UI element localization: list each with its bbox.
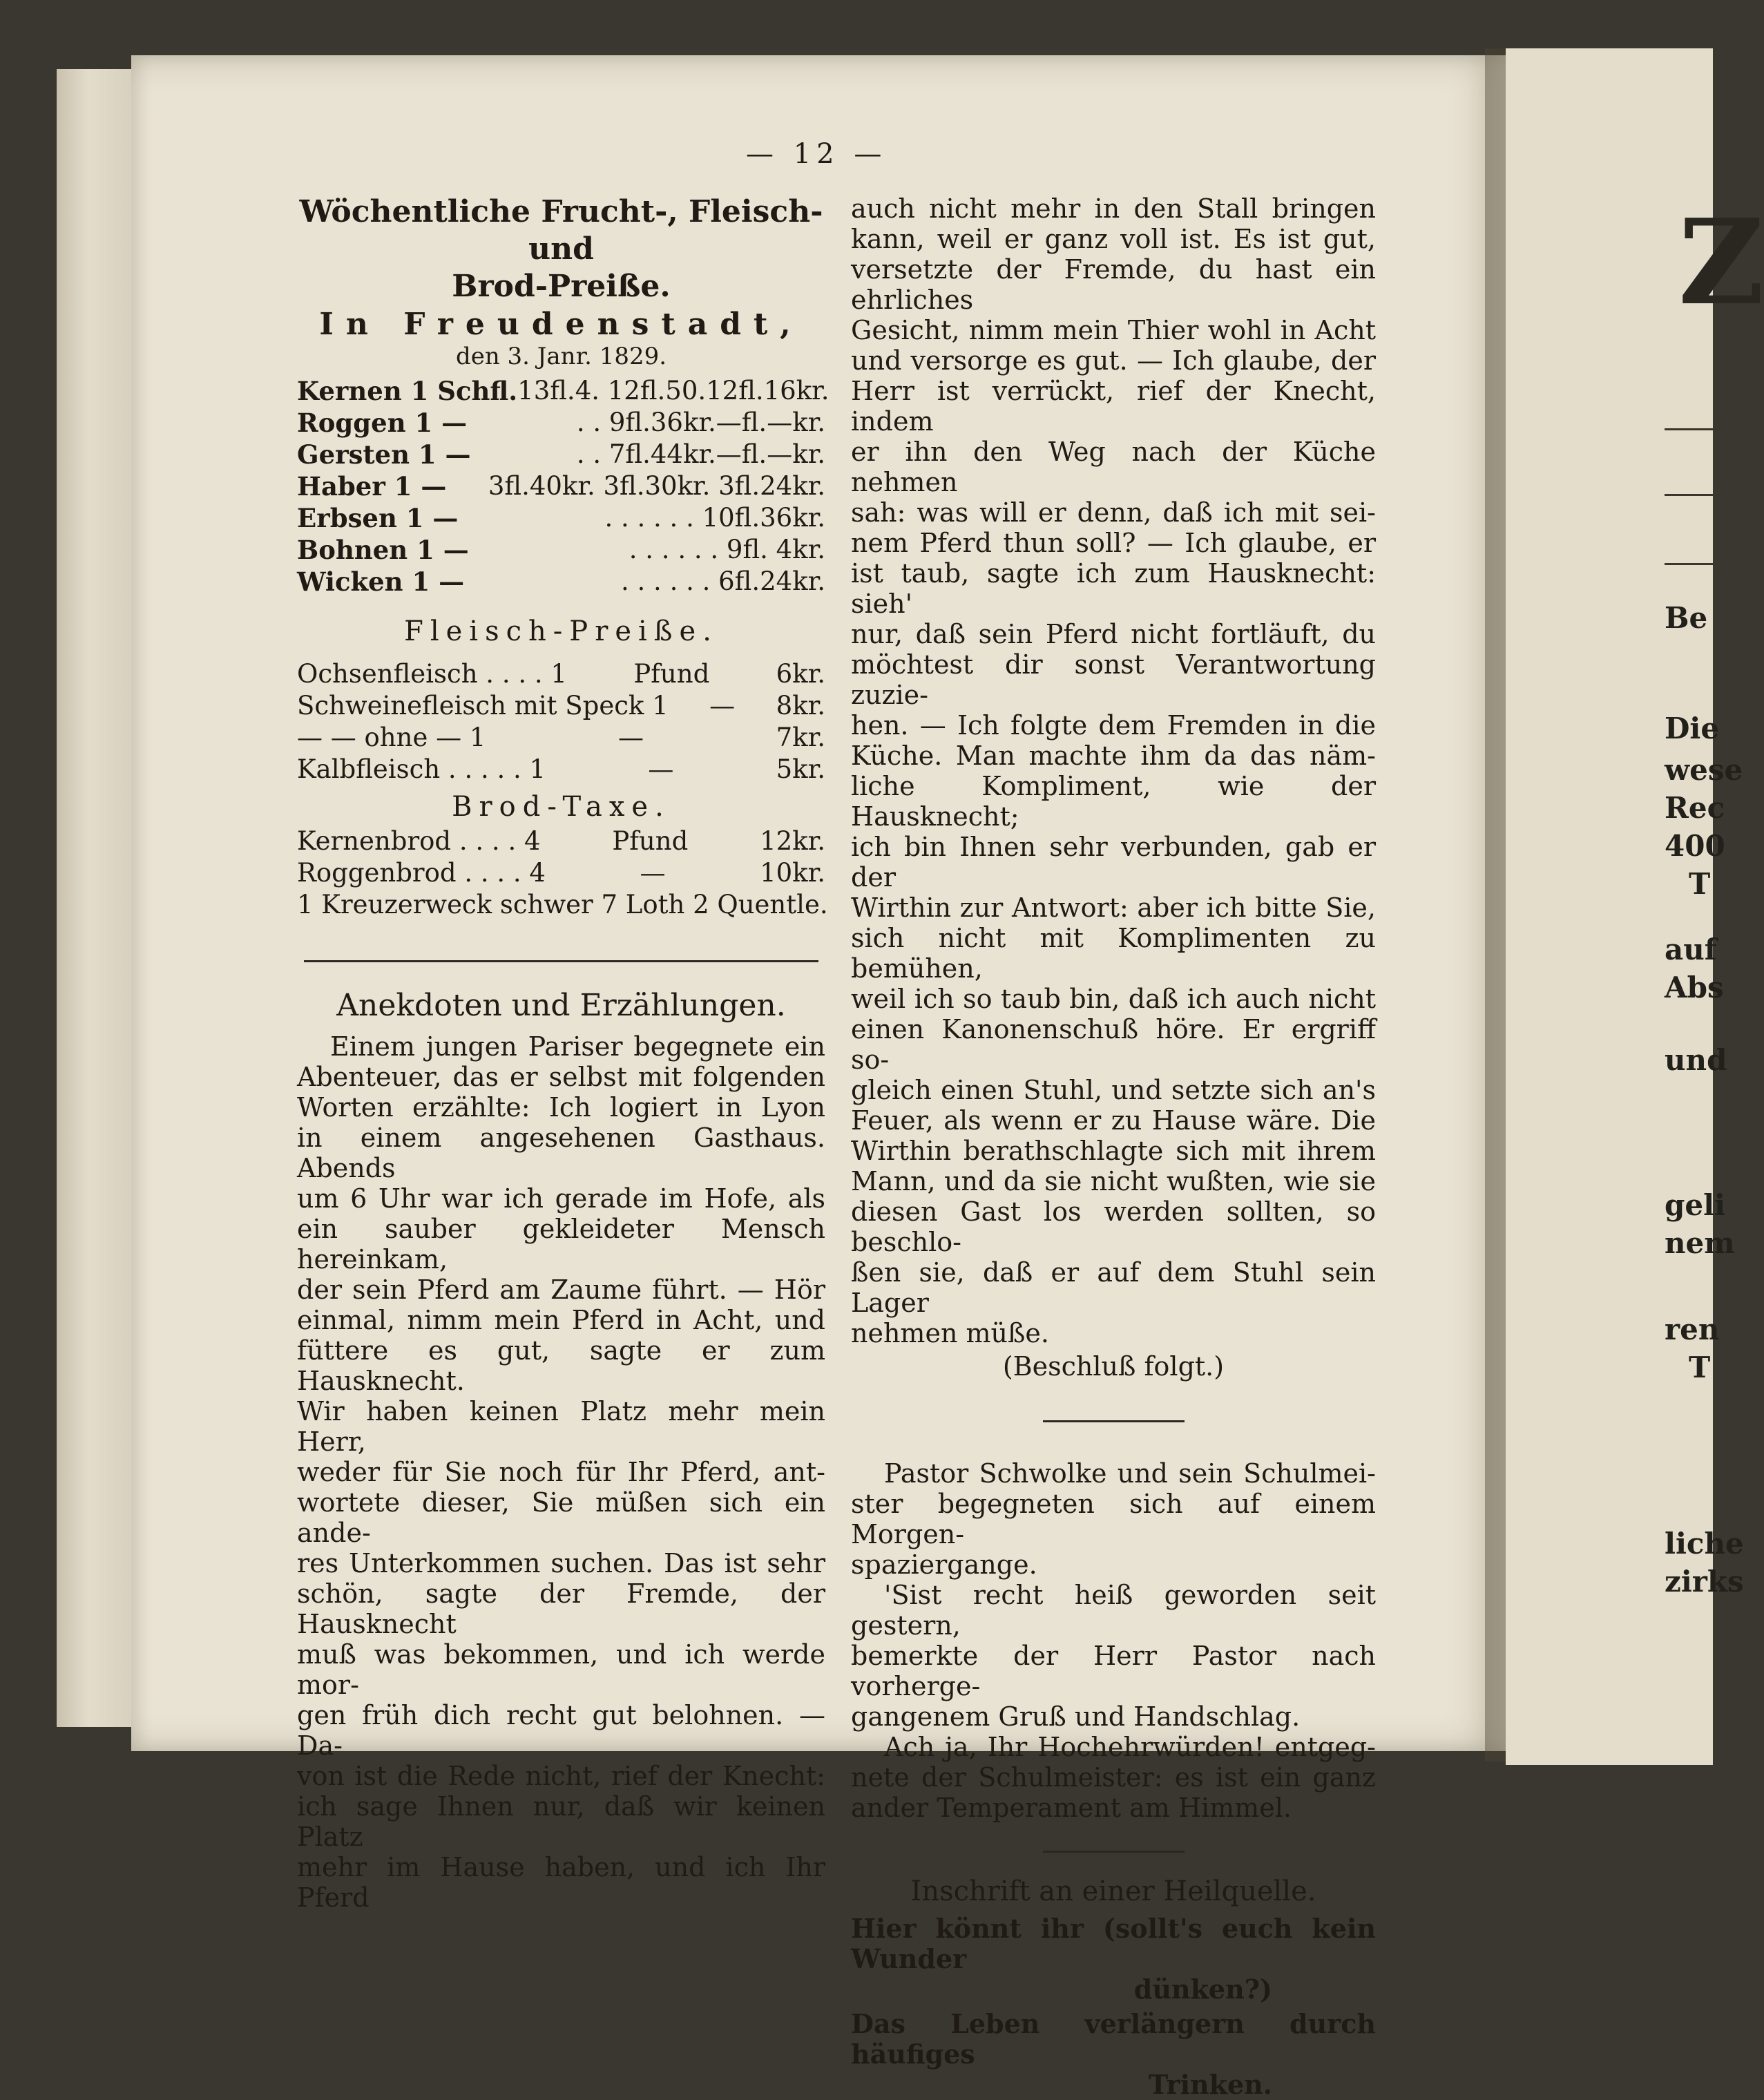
text-line: Mann, und da sie nicht wußten, wie sie	[851, 1166, 1376, 1196]
text-line: füttere es gut, sagte er zum Hausknecht.	[297, 1335, 825, 1396]
text-line: nehmen müße.	[851, 1318, 1049, 1348]
text-line: Feuer, als wenn er zu Hause wäre. Die	[851, 1105, 1376, 1136]
meat-item: Schweinefleisch mit Speck 1	[297, 691, 669, 720]
text-line: weil ich so taub bin, daß ich auch nicht	[851, 984, 1376, 1014]
bread-row	[297, 858, 825, 890]
grain-item: Wicken 1 —	[297, 566, 465, 597]
text-line: schön, sagte der Fremde, der Hausknecht	[297, 1578, 825, 1639]
prices-place: In Freudenstadt,	[319, 307, 803, 342]
inscription-line: dünken?)	[1133, 1974, 1272, 2005]
meat-unit: —	[618, 723, 644, 752]
next-page-word: liche	[1665, 1527, 1744, 1560]
meat-unit: —	[709, 691, 736, 720]
text-line: er ihn den Weg nach der Küche nehmen	[851, 437, 1376, 497]
text-line: Herr ist verrückt, rief der Knecht, indem	[851, 376, 1376, 437]
meat-price: 6kr.	[776, 659, 825, 689]
next-page-word: und	[1665, 1043, 1727, 1077]
text-line: und versorge es gut. — Ich glaube, der	[851, 345, 1376, 376]
text-line: der sein Pferd am Zaume führt. — Hör	[297, 1275, 825, 1305]
grain-row	[297, 439, 825, 471]
section-divider	[304, 960, 818, 962]
text-line: diesen Gast los werden sollten, so beschlo-	[851, 1196, 1376, 1257]
meat-row	[297, 754, 825, 786]
next-page-word: ren	[1665, 1312, 1720, 1346]
next-page-initial: Z	[1678, 193, 1764, 332]
next-page-rule	[1665, 428, 1720, 430]
grain-item: Bohnen 1 —	[297, 535, 469, 565]
grain-price-table	[297, 376, 830, 598]
inscription-line: Hier könnt ihr (sollt's euch kein Wunder	[851, 1913, 1376, 1974]
inscription	[851, 1876, 1376, 2100]
bread-price: 10kr.	[760, 858, 825, 888]
next-page-word: auf	[1665, 933, 1717, 966]
text-line: gangenem Gruß und Handschlag.	[851, 1701, 1301, 1732]
inscription-line: Das Leben verlängern durch häufiges	[851, 2008, 1376, 2070]
grain-row	[297, 566, 825, 598]
text-line: mehr im Hause haben, und ich Ihr Pferd	[297, 1852, 825, 1913]
meat-unit: Pfund	[633, 659, 710, 689]
text-line: bemerkte der Herr Pastor nach vorherge-	[851, 1641, 1376, 1701]
next-page-word: Die	[1665, 712, 1720, 745]
grain-values: . . 9fl.36kr.—fl.—kr.	[576, 408, 825, 437]
right-column	[851, 193, 1376, 2100]
text-line: auch nicht mehr in den Stall bringen	[851, 193, 1376, 224]
grain-row	[297, 376, 830, 408]
text-line: kann, weil er ganz voll ist. Es ist gut,	[851, 224, 1376, 254]
text-line: spaziergange.	[851, 1549, 1037, 1580]
text-line: versetzte der Fremde, du hast ein ehrliches	[851, 254, 1376, 315]
text-line: ist taub, sagte ich zum Hausknecht: sieh'	[851, 558, 1376, 619]
bread-unit: —	[640, 858, 666, 888]
grain-row	[297, 535, 825, 566]
left-column	[297, 193, 830, 1913]
text-line: Abenteuer, das er selbst mit folgenden	[297, 1062, 825, 1092]
grain-row	[297, 408, 825, 439]
inscription-heading: Inschrift an einer Heilquelle.	[910, 1875, 1316, 1907]
grain-item: Gersten 1 —	[297, 439, 471, 470]
grain-item: Haber 1 —	[297, 471, 447, 502]
next-page-word: T	[1689, 867, 1711, 901]
text-line: ander Temperament am Himmel.	[851, 1793, 1292, 1823]
pastor-anecdote	[851, 1458, 1376, 1823]
meat-price: 7kr.	[776, 723, 825, 752]
bread-row	[297, 826, 825, 858]
next-page-word: zirks	[1665, 1565, 1744, 1598]
meat-item: — — ohne — 1	[297, 723, 486, 752]
bread-row	[297, 890, 828, 922]
grain-item: Kernen 1 Schfl.	[297, 376, 518, 406]
next-page-word: Be	[1665, 601, 1708, 635]
text-line: ster begegneten sich auf einem Morgen-	[851, 1489, 1376, 1549]
meat-price: 5kr.	[776, 754, 825, 784]
text-line: Wirthin berathschlagte sich mit ihrem	[851, 1136, 1376, 1166]
text-line: hen. — Ich folgte dem Fremden in die	[851, 710, 1376, 741]
text-line: ich sage Ihnen nur, daß wir keinen Platz	[297, 1791, 825, 1852]
text-line: möchtest dir sonst Verantwortung zuzie-	[851, 649, 1376, 710]
anecdote-text-right	[851, 193, 1376, 1382]
anecdote-text-left	[297, 1031, 825, 1913]
text-line: ßen sie, daß er auf dem Stuhl sein Lager	[851, 1257, 1376, 1318]
text-line: Ach ja, Ihr Hochehrwürden! entgeg-	[884, 1732, 1376, 1762]
meat-price-table	[297, 659, 825, 786]
text-line: Worten erzählte: Ich logiert in Lyon	[297, 1092, 825, 1123]
next-page-word: wese	[1665, 753, 1743, 787]
text-line: nur, daß sein Pferd nicht fortläuft, du	[851, 619, 1376, 649]
text-line: ein sauber gekleideter Mensch hereinkam,	[297, 1214, 825, 1275]
grain-values: . . . . . . 6fl.24kr.	[621, 566, 825, 596]
text-line: in einem angesehenen Gasthaus. Abends	[297, 1123, 825, 1183]
next-page-word: geli	[1665, 1188, 1725, 1222]
text-line: einen Kanonenschuß höre. Er ergriff so-	[851, 1014, 1376, 1075]
text-line: res Unterkommen suchen. Das ist sehr	[297, 1548, 825, 1578]
meat-item: Ochsenfleisch . . . . 1	[297, 659, 567, 689]
bread-price-table	[297, 826, 828, 922]
text-line: von ist die Rede nicht, rief der Knecht:	[297, 1761, 825, 1791]
next-page-word: 400	[1665, 829, 1725, 863]
grain-values: 13fl.4. 12fl.50.12fl.16kr.	[517, 376, 830, 405]
text-line: sich nicht mit Komplimenten zu bemühen,	[851, 923, 1376, 984]
bread-item: 1 Kreuzerweck schwer 7 Loth 2 Quentle.	[297, 890, 828, 919]
conclusion-note: (Beschluß folgt.)	[1002, 1351, 1225, 1382]
grain-row	[297, 503, 825, 535]
next-page-word: T	[1689, 1350, 1711, 1384]
grain-row	[297, 471, 825, 503]
bread-price: 12kr.	[760, 826, 825, 856]
text-line: weder für Sie noch für Ihr Pferd, ant-	[297, 1457, 825, 1487]
page-number: — 12 —	[746, 138, 888, 170]
grain-item: Erbsen 1 —	[297, 503, 459, 533]
text-line: gen früh dich recht gut belohnen. — Da-	[297, 1700, 825, 1761]
text-line: 'Sist recht heiß geworden seit gestern,	[851, 1580, 1376, 1641]
text-line: liche Kompliment, wie der Hausknecht;	[851, 771, 1376, 832]
text-line: Wir haben keinen Platz mehr mein Herr,	[297, 1396, 825, 1457]
bread-unit: Pfund	[612, 826, 689, 856]
text-line: Küche. Man machte ihm da das näm-	[851, 741, 1376, 771]
next-page-rule	[1665, 494, 1720, 496]
grain-values: . . . . . . 10fl.36kr.	[604, 503, 825, 533]
meat-heading: Fleisch-Preiße.	[404, 615, 718, 647]
text-line: Gesicht, nimm mein Thier wohl in Acht	[851, 315, 1376, 345]
meat-item: Kalbfleisch . . . . . 1	[297, 754, 546, 784]
text-line: Einem jungen Pariser begegnete ein	[330, 1031, 825, 1062]
meat-row	[297, 723, 825, 754]
text-line: nem Pferd thun soll? — Ich glaube, er	[851, 528, 1376, 558]
next-page-word: Rec	[1665, 791, 1725, 825]
anecdotes-heading: Anekdoten und Erzählungen.	[336, 988, 786, 1023]
page-stack-edge	[57, 69, 137, 1727]
text-line: wortete dieser, Sie müßen sich ein ande-	[297, 1487, 825, 1548]
text-line: ich bin Ihnen sehr verbunden, gab er der	[851, 832, 1376, 892]
text-line: muß was bekommen, und ich werde mor-	[297, 1639, 825, 1700]
prices-title-line1: Wöchentliche Frucht-, Fleisch- und	[299, 194, 823, 267]
meat-unit: —	[648, 754, 674, 784]
meat-row	[297, 659, 825, 691]
section-divider	[1043, 1851, 1185, 1853]
text-line: um 6 Uhr war ich gerade im Hofe, als	[297, 1183, 825, 1214]
text-line: Pastor Schwolke und sein Schulmei-	[884, 1458, 1376, 1489]
grain-values: . . 7fl.44kr.—fl.—kr.	[576, 439, 825, 469]
next-page-rule	[1665, 563, 1720, 565]
meat-row	[297, 691, 825, 723]
text-line: nete der Schulmeister: es ist ein ganz	[851, 1762, 1376, 1793]
grain-values: 3fl.40kr. 3fl.30kr. 3fl.24kr.	[488, 471, 825, 501]
prices-date: den 3. Janr. 1829.	[455, 343, 667, 370]
bread-item: Roggenbrod . . . . 4	[297, 858, 546, 888]
text-line: einmal, nimm mein Pferd in Acht, und	[297, 1305, 825, 1335]
next-page-fragment	[1506, 48, 1764, 1765]
text-line: gleich einen Stuhl, und setzte sich an's	[851, 1075, 1376, 1105]
next-page-word: nem	[1665, 1226, 1735, 1260]
text-line: Wirthin zur Antwort: aber ich bitte Sie,	[851, 892, 1376, 923]
bread-heading: Brod-Taxe.	[452, 791, 671, 823]
bread-item: Kernenbrod . . . . 4	[297, 826, 541, 856]
inscription-line: Trinken.	[1149, 2069, 1272, 2100]
grain-item: Roggen 1 —	[297, 408, 468, 438]
section-divider	[1043, 1420, 1185, 1422]
meat-price: 8kr.	[776, 691, 825, 720]
prices-title-line2: Brod-Preiße.	[452, 269, 671, 304]
next-page-word: Abs	[1665, 971, 1724, 1004]
text-line: sah: was will er denn, daß ich mit sei-	[851, 497, 1376, 528]
grain-values: . . . . . . 9fl. 4kr.	[629, 535, 825, 564]
